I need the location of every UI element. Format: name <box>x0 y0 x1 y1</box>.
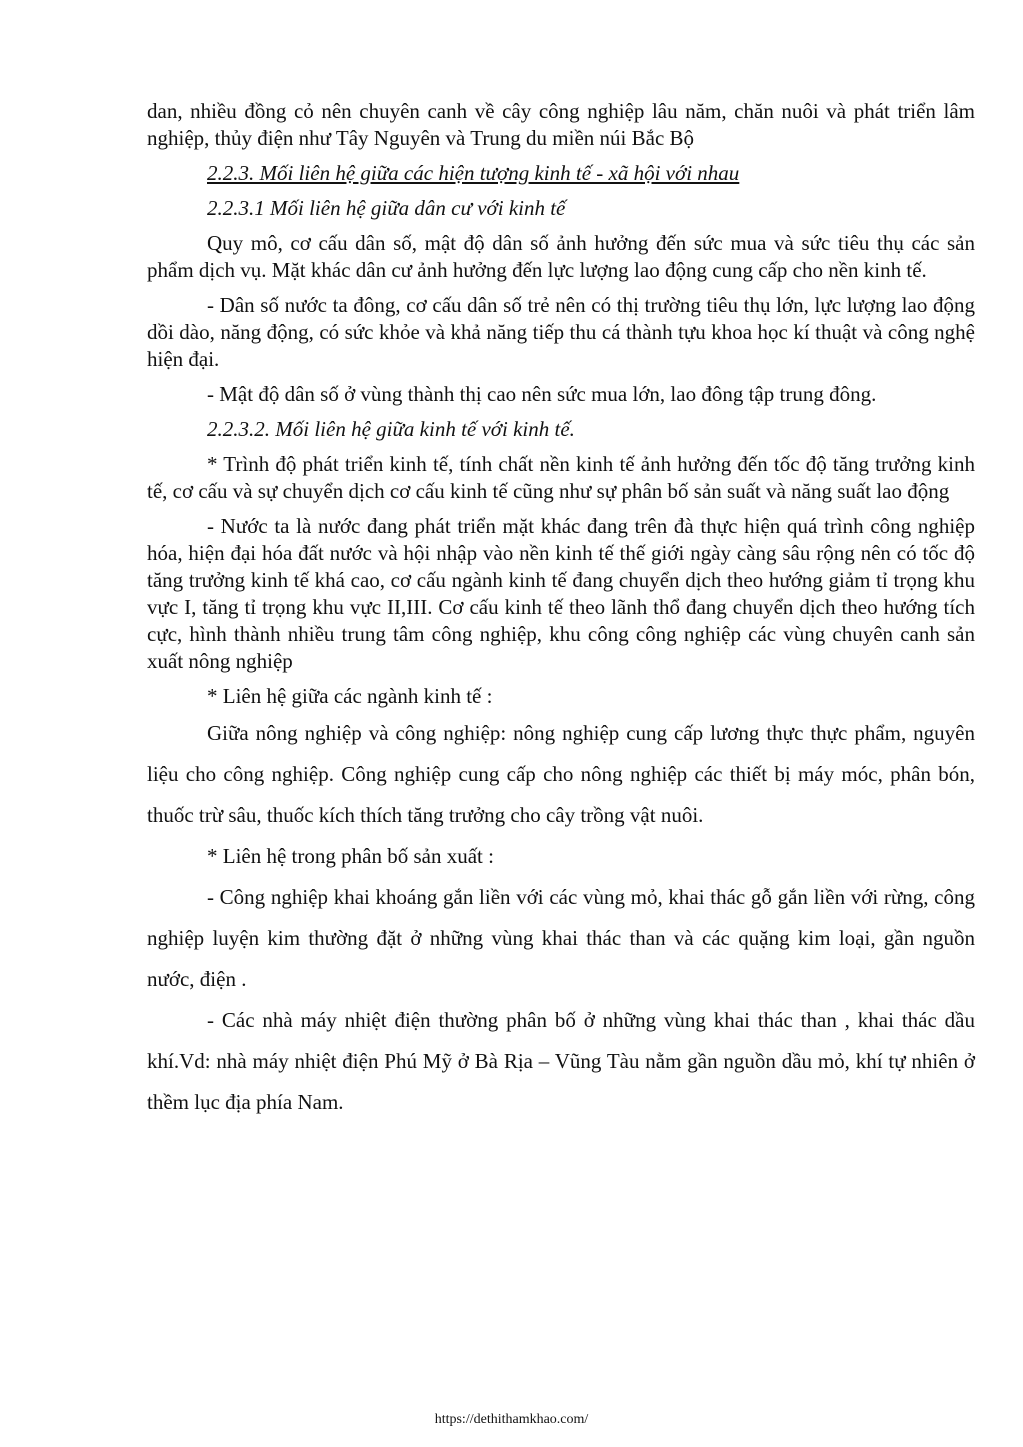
footer-url: https://dethithamkhao.com/ <box>434 1412 589 1427</box>
paragraph-distribution-heading: * Liên hệ trong phân bố sản xuất : <box>207 844 494 868</box>
paragraph-agriculture-industry: Giữa nông nghiệp và công nghiệp: nông nghiệp cung cấp lương thực thực phẩm, nguyên liệu cho công nghiệp. Công nghiệp cung cấp cho nông nghiệp các thiết bị máy móc, phân bón, thuốc trừ sâu, thuốc kích thích tăng trưởng cho cây trồng vật nuôi. <box>147 721 975 827</box>
paragraph-large-population: - Dân số nước ta đông, cơ cấu dân số trẻ nên có thị trường tiêu thụ lớn, lực lượng lao động dồi dào, năng động, có sức khỏe và khả năng tiếp thu cá thành tựu khoa học kí thuật và công nghệ hiện đại. <box>147 293 975 371</box>
document-page <box>147 98 975 1123</box>
paragraph-population-scale: Quy mô, cơ cấu dân số, mật độ dân số ảnh hưởng đến sức mua và sức tiêu thụ các sản phẩm dịch vụ. Mặt khác dân cư ảnh hưởng đến lực lượng lao động cung cấp cho nền kinh tế. <box>147 231 975 282</box>
subsection-heading-2-2-3-1: 2.2.3.1 Mối liên hệ giữa dân cư với kinh tế <box>207 196 566 220</box>
paragraph-mining-industry: - Công nghiệp khai khoáng gắn liền với các vùng mỏ, khai thác gỗ gắn liền với rừng, công nghiệp luyện kim thường đặt ở những vùng khai thác than và các quặng kim loại, gần nguồn nước, điện . <box>147 885 975 991</box>
section-heading-2-2-3: 2.2.3. Mối liên hệ giữa các hiện tượng kinh tế - xã hội với nhau <box>207 161 740 185</box>
paragraph-thermal-power: - Các nhà máy nhiệt điện thường phân bố ở những vùng khai thác than , khai thác dầu khí.Vd: nhà máy nhiệt điện Phú Mỹ ở Bà Rịa – Vũng Tàu nằm gần nguồn dầu mỏ, khí tự nhiên ở thềm lục địa phía Nam. <box>147 1008 975 1114</box>
paragraph-development-level: * Trình độ phát triển kinh tế, tính chất nền kinh tế ảnh hưởng đến tốc độ tăng trưởng kinh tế, cơ cấu và sự chuyển dịch cơ cấu kinh tế cũng như sự phân bố sản suất và năng suất lao động <box>147 452 975 503</box>
paragraph-developing-country: - Nước ta là nước đang phát triển mặt khác đang trên đà thực hiện quá trình công nghiệp hóa, hiện đại hóa đất nước và hội nhập vào nền kinh tế thế giới ngày càng sâu rộng nên có tốc độ tăng trưởng kinh tế khá cao, cơ cấu ngành kinh tế đang chuyển dịch theo hướng giảm tỉ trọng khu vực I, tăng tỉ trọng khu vực II,III. Cơ cấu kinh tế theo lãnh thổ đang chuyển dịch theo hướng tích cực, hình thành nhiều trung tâm công nghiệp, khu công công nghiệp các vùng chuyên canh sản xuất nông nghiệp <box>147 514 975 673</box>
paragraph-urban-density: - Mật độ dân số ở vùng thành thị cao nên sức mua lớn, lao đông tập trung đông. <box>207 382 877 406</box>
paragraph-sector-links-heading: * Liên hệ giữa các ngành kinh tế : <box>207 684 493 708</box>
paragraph-continuation: dan, nhiều đồng cỏ nên chuyên canh về cây công nghiệp lâu năm, chăn nuôi và phát triển lâm nghiệp, thủy điện như Tây Nguyên và Trung du miền núi Bắc Bộ <box>147 99 975 150</box>
subsection-heading-2-2-3-2: 2.2.3.2. Mối liên hệ giữa kinh tế với kinh tế. <box>207 417 575 441</box>
